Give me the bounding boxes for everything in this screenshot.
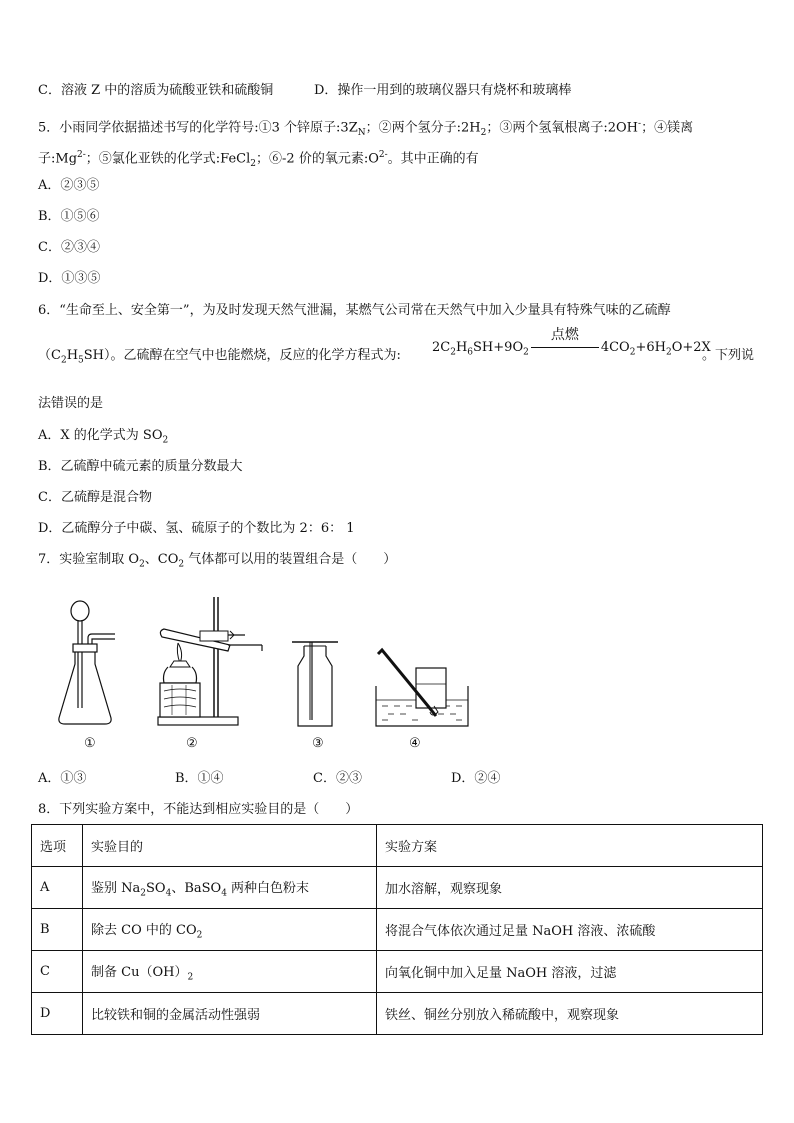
header-goal: 实验目的 <box>83 825 377 867</box>
q5-stem-line1: 5．小雨同学依据描述书写的化学符号:①3 个锌原子$:3Z_N$；②两个氢分子$:2H_2$；③两个氢氧根离子:2OH-；④镁离 <box>38 119 694 138</box>
q5-option-a: A．②③⑤ <box>38 178 100 193</box>
q8-stem: 8．下列实验方案中，不能达到相应实验目的是（ ） <box>38 802 359 817</box>
q7-stem: 7．实验室制取 $O_2$、$CO_2$ 气体都可以用的装置组合是（ ） <box>38 552 397 570</box>
apparatus-1-conical-flask-icon <box>55 598 120 728</box>
q6-stem-line2: $(C_2H_5SH)$。乙硫醇在空气中也能燃烧，反应的化学方程式为: <box>38 348 401 366</box>
q6-stem-line3: 法错误的是 <box>38 396 104 411</box>
row-plan: 加水溶解，观察现象 <box>377 867 763 909</box>
reaction-arrow <box>529 326 601 355</box>
table-row <box>32 867 763 909</box>
apparatus-3-gas-bottle-icon <box>290 640 350 730</box>
row-option: B <box>32 909 83 951</box>
table-row <box>32 993 763 1035</box>
apparatus-label-1: ① <box>84 736 96 751</box>
row-plan: 铁丝、铜丝分别放入稀硫酸中，观察现象 <box>377 993 763 1035</box>
row-plan: 将混合气体依次通过足量 NaOH 溶液、浓硫酸 <box>377 909 763 951</box>
row-option: A <box>32 867 83 909</box>
row-goal: 除去 CO 中的 $CO_2$ <box>83 909 377 951</box>
q5-option-c: C．②③④ <box>38 240 100 255</box>
apparatus-label-3: ③ <box>312 736 324 751</box>
q6-option-d: D．乙硫醇分子中碳、氢、硫原子的个数比为 2：6： 1 <box>38 521 355 536</box>
reaction-condition: 点燃 <box>550 326 579 343</box>
apparatus-4-water-trough-icon <box>372 640 472 730</box>
q5-option-b: B．①⑤⑥ <box>38 209 100 224</box>
header-plan: 实验方案 <box>377 825 763 867</box>
q6-option-a: A．X 的化学式为 $SO_2$ <box>38 428 169 446</box>
q7-option-d: D．②④ <box>451 771 501 786</box>
q6-chemical-equation: $2C_2H_6SH+9O_2$ 点燃 $4CO_2+6H_2O+2X$ <box>432 340 711 358</box>
q6-option-c: C．乙硫醇是混合物 <box>38 490 152 505</box>
apparatus-label-4: ④ <box>409 736 421 751</box>
q5-option-d: D．①③⑤ <box>38 271 101 286</box>
q8-table <box>31 824 763 1035</box>
row-goal: 鉴别 $Na_2SO_4$、BaSO$_4$ 两种白色粉末 <box>83 867 377 909</box>
q6-stem-line1: 6．“生命至上、安全第一”，为及时发现天然气泄漏，某燃气公司常在天然气中加入少量具有特殊气味的乙硫醇 <box>38 303 671 318</box>
q6-stem-line2-tail: 。下列说 <box>702 348 755 363</box>
q6-option-b: B．乙硫醇中硫元素的质量分数最大 <box>38 459 243 474</box>
table-header-row <box>32 825 763 867</box>
q4-option-c: C．溶液 Z 中的溶质为硫酸亚铁和硫酸铜 <box>38 83 274 98</box>
apparatus-label-2: ② <box>186 736 198 751</box>
q7-option-c: C．②③ <box>313 771 362 786</box>
table-row <box>32 909 763 951</box>
q7-option-a: A．①③ <box>38 771 87 786</box>
row-plan: 向氧化铜中加入足量 NaOH 溶液，过滤 <box>377 951 763 993</box>
q7-option-b: B．①④ <box>175 771 224 786</box>
header-option: 选项 <box>32 825 83 867</box>
table-row <box>32 951 763 993</box>
q5-stem-line2: 子$:Mg^{2-}$；⑤氯化亚铁的化学式:FeCl$_2$；⑥-2 价的氧元素$:O^{2-}$。其中正确的有 <box>38 150 479 169</box>
q4-option-d: D．操作一用到的玻璃仪器只有烧杯和玻璃棒 <box>314 83 572 98</box>
row-goal: 比较铁和铜的金属活动性强弱 <box>83 993 377 1035</box>
apparatus-2-heating-tube-icon <box>150 595 265 730</box>
row-goal: 制备 $Cu(OH)_2$ <box>83 951 377 993</box>
row-option: D <box>32 993 83 1035</box>
row-option: C <box>32 951 83 993</box>
